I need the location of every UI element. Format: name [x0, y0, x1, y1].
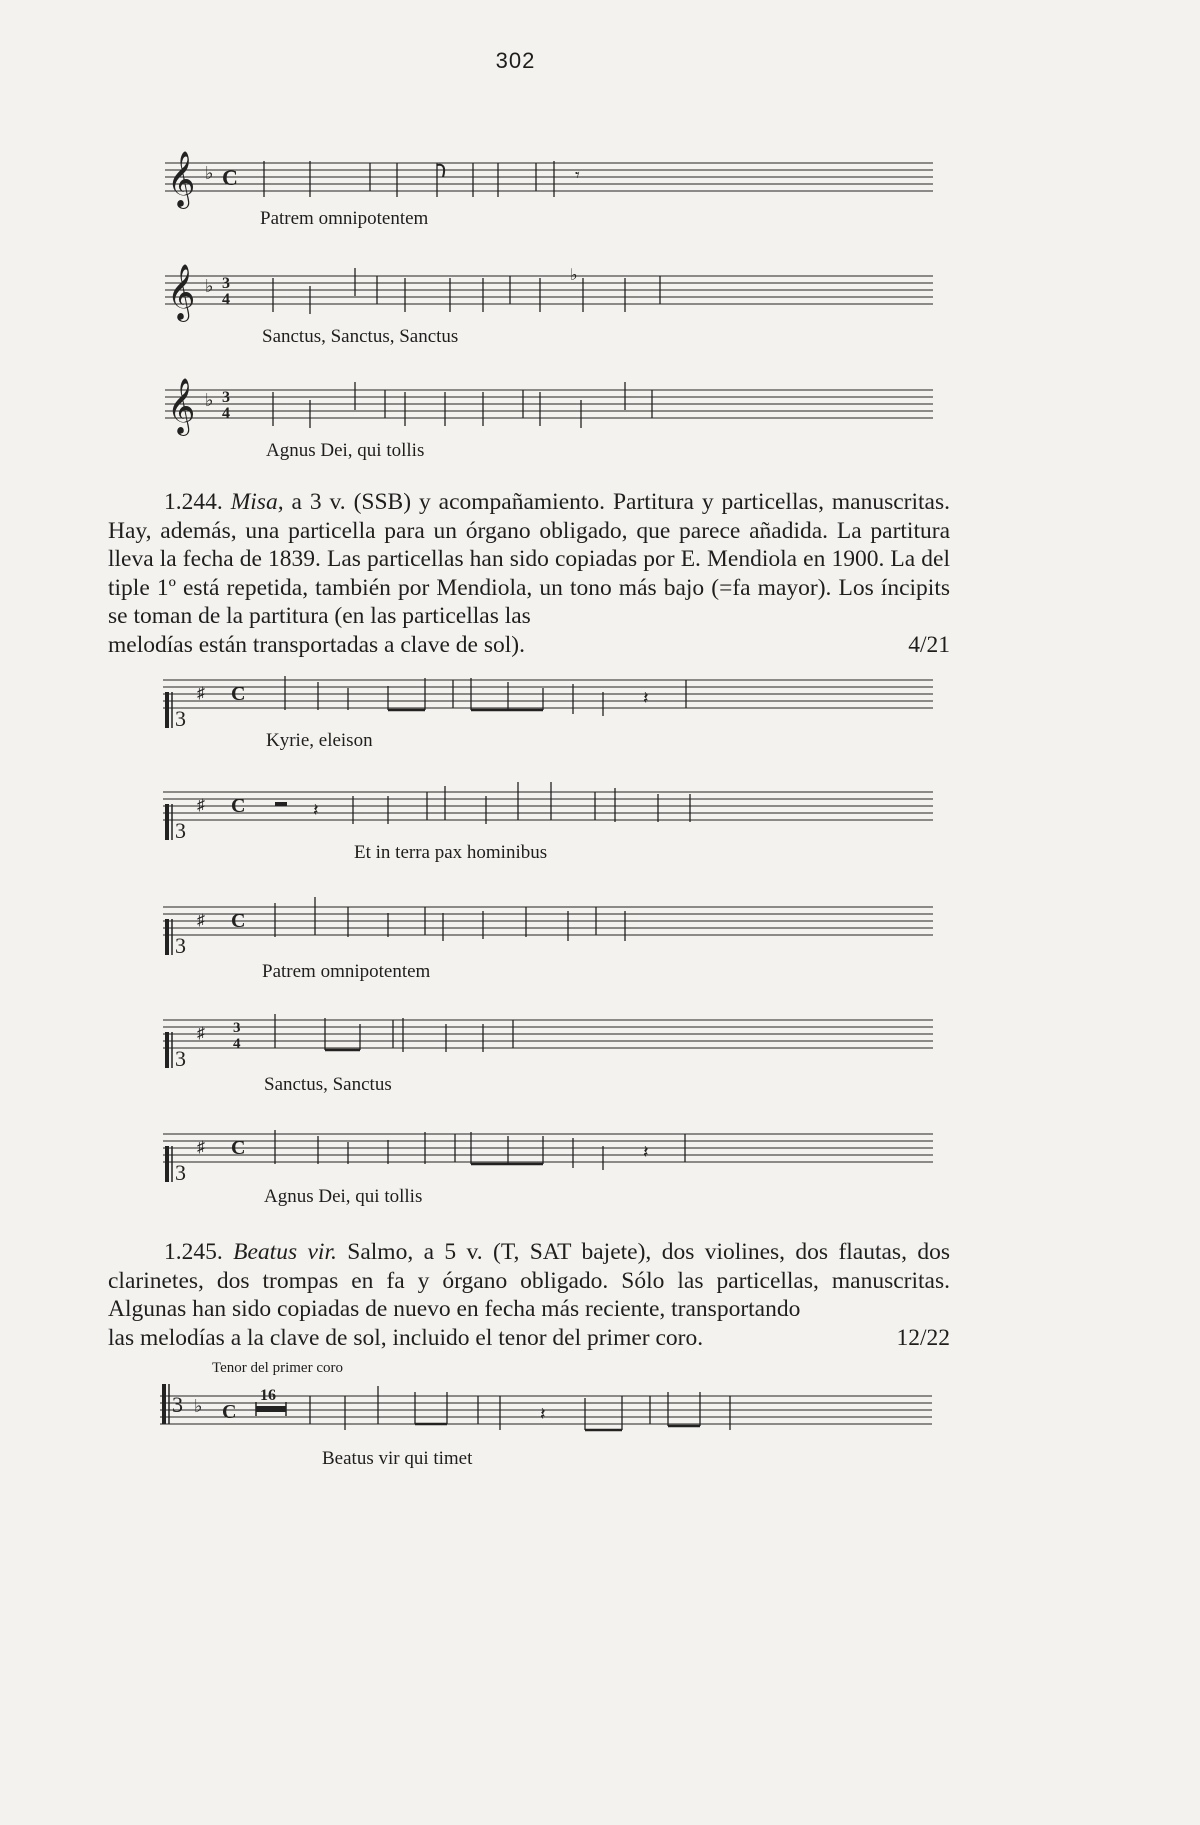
- svg-text:𝄽: 𝄽: [643, 1142, 649, 1162]
- time-signature: C: [222, 165, 238, 190]
- music-incipit: [163, 895, 935, 982]
- incipit-text: Sanctus, Sanctus: [264, 1074, 392, 1095]
- svg-text:3: 3: [175, 1160, 186, 1185]
- entry-reference: 12/22: [896, 1324, 950, 1351]
- entry-title: Misa,: [230, 489, 284, 515]
- flat-icon: ♭: [205, 276, 214, 296]
- c-clef-icon: [165, 804, 186, 843]
- c-clef-icon: [165, 692, 186, 731]
- incipit-text: Patrem omnipotentem: [260, 208, 429, 229]
- sharp-icon: ♯: [197, 1025, 205, 1042]
- flat-icon: ♭: [205, 390, 214, 410]
- svg-text:♭: ♭: [570, 267, 578, 284]
- incipit-text: Agnus Dei, qui tollis: [266, 440, 425, 461]
- c-clef-icon: [165, 1146, 186, 1185]
- entry-last-line: melodías están transportadas a clave de sol).: [108, 631, 525, 658]
- svg-text:𝄽: 𝄽: [540, 1404, 546, 1424]
- svg-text:3: 3: [175, 706, 186, 731]
- page-number: 302: [495, 48, 536, 73]
- time-signature: C: [231, 1137, 246, 1159]
- music-incipit: [160, 1360, 935, 1470]
- svg-text:4: 4: [222, 291, 230, 308]
- flat-icon: ♭: [205, 163, 214, 183]
- svg-text:𝄾: 𝄾: [575, 165, 580, 185]
- rest-count: 16: [260, 1387, 276, 1404]
- sharp-icon: ♯: [197, 685, 205, 702]
- incipit-text: Beatus vir qui timet: [322, 1448, 473, 1469]
- incipit-text: Agnus Dei, qui tollis: [264, 1186, 423, 1207]
- svg-text:3: 3: [175, 1046, 186, 1071]
- notes: [285, 676, 686, 716]
- time-signature: 3: [233, 1020, 241, 1036]
- time-signature: C: [222, 1401, 237, 1423]
- notes: [275, 1130, 685, 1170]
- svg-text:3: 3: [175, 818, 186, 843]
- music-incipit: [165, 372, 935, 461]
- music-staff: [163, 1122, 935, 1192]
- svg-text:3: 3: [175, 933, 186, 958]
- music-staff: [163, 1008, 935, 1078]
- sharp-icon: ♯: [197, 912, 205, 929]
- time-signature: 3: [222, 389, 230, 406]
- treble-clef-icon: 𝄞: [167, 380, 196, 433]
- incipit-text: Kyrie, eleison: [266, 730, 373, 751]
- svg-text:4: 4: [233, 1036, 241, 1052]
- treble-clef-icon: 𝄞: [167, 266, 196, 319]
- music-staff: [165, 145, 935, 215]
- svg-text:𝄽: 𝄽: [313, 800, 319, 820]
- flat-icon: ♭: [194, 1396, 203, 1416]
- multi-measure-rest: [256, 1387, 286, 1416]
- entry-body: Salmo, a 5 v. (T, SAT bajete), dos violines, dos flautas, dos clarinetes, dos trompas en fa y órgano obligado. Sólo las particellas, manuscritas. Algunas han sido copiadas de nuevo en fecha más reciente, transportando: [108, 1239, 950, 1323]
- catalog-entry-1244: [108, 488, 950, 660]
- notes: [264, 161, 580, 197]
- time-signature: C: [231, 795, 246, 817]
- music-staff: [163, 780, 935, 850]
- music-incipit: [163, 1008, 935, 1095]
- music-staff: [163, 895, 935, 965]
- voice-label: Tenor del primer coro: [212, 1360, 343, 1376]
- sharp-icon: ♯: [197, 1139, 205, 1156]
- sharp-icon: ♯: [197, 797, 205, 814]
- entry-body: a 3 v. (SSB) y acompañamiento. Partitura y particellas, manuscritas. Hay, además, una particella para un órgano obligado, que parece añadida. La partitura lleva la fecha de 1839. Las particellas han sido copiadas por E. Mendiola en 1900. La del tiple 1º está repetida, también por Mendiola, un tono más bajo (=fa mayor). Los íncipits se toman de la partitura (en las particellas las: [108, 489, 950, 630]
- music-staff: [160, 1382, 935, 1452]
- entry-number: 1.244.: [164, 489, 223, 515]
- time-signature: 3: [222, 275, 230, 292]
- music-incipit: [163, 780, 935, 863]
- music-incipit: [163, 668, 935, 751]
- svg-text:4: 4: [222, 405, 230, 422]
- time-signature: C: [231, 683, 246, 705]
- catalog-entry-1245: [108, 1238, 950, 1352]
- entry-last-line: las melodías a la clave de sol, incluido el tenor del primer coro.: [108, 1324, 704, 1351]
- c-clef-icon: [162, 1384, 183, 1424]
- c-clef-icon: [165, 919, 186, 958]
- music-incipit: [163, 1122, 935, 1207]
- notes: [310, 1386, 730, 1430]
- music-staff: [165, 258, 935, 328]
- svg-text:3: 3: [172, 1392, 183, 1417]
- music-staff: [163, 668, 935, 738]
- time-signature: C: [231, 910, 246, 932]
- incipit-text: Patrem omnipotentem: [262, 961, 431, 982]
- notes: [273, 382, 652, 428]
- svg-text:𝄽: 𝄽: [643, 688, 649, 708]
- entry-reference: 4/21: [908, 631, 950, 658]
- incipit-text: Sanctus, Sanctus, Sanctus: [262, 326, 459, 347]
- incipit-text: Et in terra pax hominibus: [354, 842, 548, 863]
- music-incipit: [165, 145, 935, 229]
- entry-number: 1.245.: [164, 1239, 223, 1265]
- treble-clef-icon: 𝄞: [167, 153, 196, 206]
- notes: [275, 897, 625, 941]
- music-incipit: [165, 258, 935, 347]
- entry-title: Beatus vir.: [233, 1239, 337, 1265]
- notes: [275, 782, 690, 824]
- music-staff: [165, 372, 935, 442]
- c-clef-icon: [165, 1032, 186, 1071]
